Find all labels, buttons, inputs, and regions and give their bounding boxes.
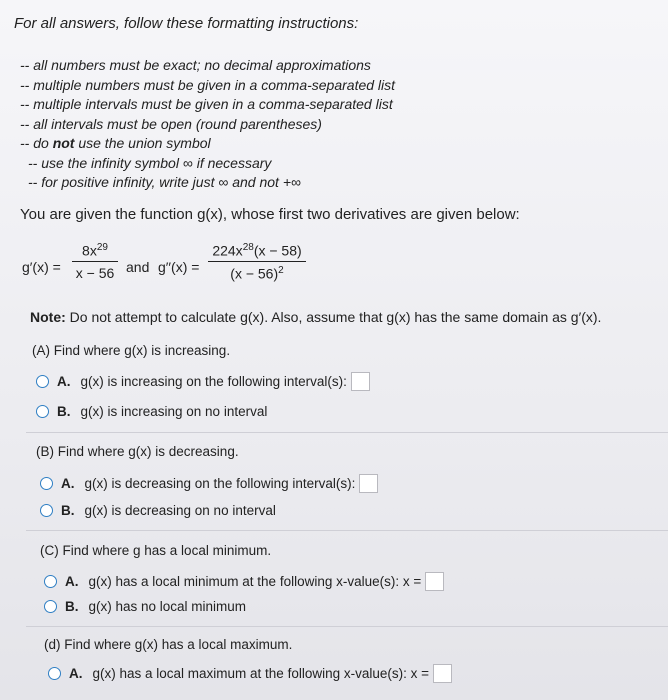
question-a: (A) Find where g(x) is increasing.	[32, 343, 231, 358]
instructions-list	[20, 56, 395, 193]
answer-input-maximum[interactable]	[433, 664, 452, 683]
g2-fraction: $\frac{224x^{28}(x - 58)}{(x - 56)^2}$	[208, 242, 306, 281]
and-text: and	[126, 259, 150, 275]
question-d: (d) Find where g(x) has a local maximum.	[44, 637, 293, 652]
g1-fraction: $\frac{8x^{29}}{x - 56}$	[72, 242, 118, 281]
radio-button[interactable]	[44, 575, 57, 588]
derivative-formula	[22, 236, 422, 300]
instruction-item: -- all numbers must be exact; no decimal approximations	[20, 57, 371, 73]
option-b-increasing[interactable]: B. g(x) is increasing on no interval	[36, 404, 267, 419]
option-a-minimum[interactable]: A. g(x) has a local minimum at the following x-value(s): x =	[44, 572, 444, 591]
option-b-minimum[interactable]: B. g(x) has no local minimum	[44, 599, 246, 614]
intro-text: You are given the function g(x), whose first two derivatives are given below:	[20, 206, 520, 223]
divider	[26, 626, 668, 627]
note-text: Note: Do not attempt to calculate g(x). Also, assume that g(x) has the same domain as g′(x).	[30, 309, 602, 325]
radio-button[interactable]	[44, 600, 57, 613]
instruction-item: -- for positive infinity, write just ∞ and not +∞	[28, 174, 301, 190]
instruction-item: -- multiple numbers must be given in a comma-separated list	[20, 76, 396, 93]
instruction-item: -- all intervals must be open (round parentheses)	[20, 115, 322, 132]
option-a-maximum[interactable]: A. g(x) has a local maximum at the following x-value(s): x =	[48, 664, 452, 683]
g1-label: g′(x) =	[22, 259, 61, 275]
option-b-decreasing[interactable]: B. g(x) is decreasing on no interval	[40, 503, 276, 518]
option-a-increasing[interactable]: A. g(x) is increasing on the following interval(s):	[36, 372, 370, 391]
instruction-item: -- multiple intervals must be given in a comma-separated list	[20, 96, 393, 112]
instruction-bold: not	[52, 135, 75, 151]
radio-button[interactable]	[40, 477, 53, 490]
instruction-item: -- use the infinity symbol ∞ if necessary	[28, 154, 272, 171]
question-b: (B) Find where g(x) is decreasing.	[36, 444, 239, 459]
divider	[26, 432, 668, 433]
answer-input-minimum[interactable]	[425, 572, 444, 591]
radio-button[interactable]	[36, 375, 49, 388]
radio-button[interactable]	[36, 405, 49, 418]
answer-input-decreasing[interactable]	[359, 474, 378, 493]
radio-button[interactable]	[40, 504, 53, 517]
instructions-heading: For all answers, follow these formatting instructions:	[14, 15, 359, 32]
instruction-item: -- do not use the union symbol	[20, 135, 211, 151]
option-a-decreasing[interactable]: A. g(x) is decreasing on the following interval(s):	[40, 474, 378, 493]
g2-label: g′′(x) =	[158, 259, 200, 275]
divider	[26, 530, 668, 531]
radio-button[interactable]	[48, 667, 61, 680]
question-c: (C) Find where g has a local minimum.	[40, 543, 272, 558]
answer-input-increasing[interactable]	[351, 372, 370, 391]
